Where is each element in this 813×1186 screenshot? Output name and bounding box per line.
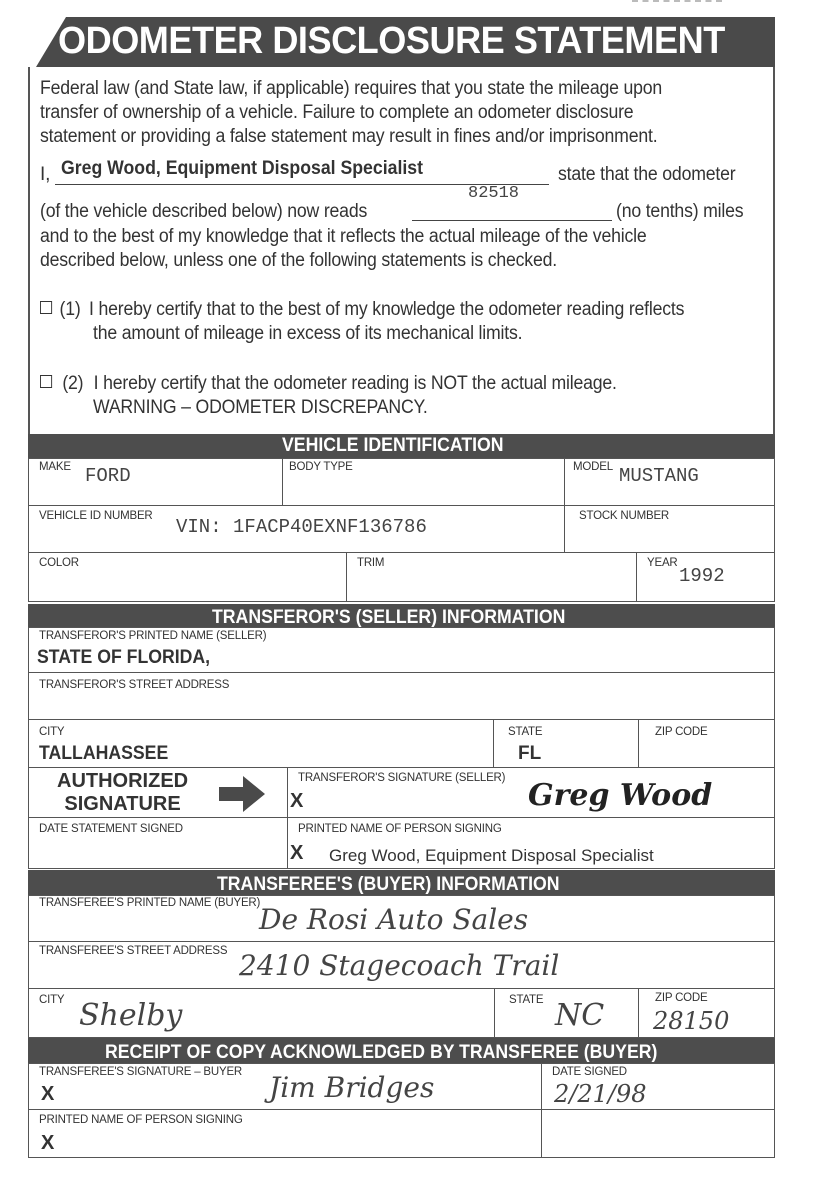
seller-name-cell[interactable] bbox=[28, 627, 775, 673]
buyer-name-label: TRANSFEREE'S PRINTED NAME (BUYER) bbox=[39, 897, 261, 909]
buyer-signature: Jim Bridges bbox=[269, 1071, 435, 1104]
trim-cell[interactable] bbox=[346, 552, 637, 602]
buyer-signature-label: TRANSFEREE'S SIGNATURE – BUYER bbox=[39, 1066, 243, 1078]
model-value: MUSTANG bbox=[619, 465, 699, 487]
buyer-section-heading: TRANSFEREE'S (BUYER) INFORMATION bbox=[28, 870, 775, 896]
buyer-address-value: 2410 Stagecoach Trail bbox=[239, 949, 560, 982]
option-1-text: I hereby certify that to the best of my knowledge the odometer reading reflects bbox=[89, 299, 685, 320]
seller-signature-cell[interactable] bbox=[287, 767, 775, 818]
buyer-city-value: Shelby bbox=[79, 998, 183, 1033]
vin-label: VEHICLE ID NUMBER bbox=[39, 510, 153, 522]
reads-suffix: (no tenths) miles bbox=[616, 201, 744, 222]
receipt-date-value: 2/21/98 bbox=[554, 1080, 647, 1108]
buyer-signature-x: X bbox=[41, 1083, 55, 1105]
statement-line-3: and to the best of my knowledge that it reflects the actual mileage of the vehicle bbox=[40, 226, 647, 247]
top-margin-mark bbox=[632, 0, 722, 6]
authorized-signature-label: AUTHORIZED SIGNATURE bbox=[57, 770, 189, 815]
seller-city-cell[interactable] bbox=[28, 719, 494, 768]
arrow-right-icon bbox=[219, 776, 267, 812]
buyer-zip-cell[interactable] bbox=[638, 988, 775, 1038]
buyer-name-value: De Rosi Auto Sales bbox=[259, 903, 529, 936]
seller-printed-name-value: Greg Wood, Equipment Disposal Specialist bbox=[329, 846, 654, 865]
stock-number-cell[interactable] bbox=[564, 505, 775, 553]
buyer-zip-value: 28150 bbox=[653, 1007, 730, 1035]
year-cell[interactable] bbox=[636, 552, 775, 602]
buyer-printed-name-label: PRINTED NAME OF PERSON SIGNING bbox=[39, 1114, 243, 1126]
buyer-printed-x: X bbox=[41, 1132, 55, 1154]
buyer-printed-name-cell[interactable] bbox=[28, 1109, 542, 1158]
option-2-warning: WARNING – ODOMETER DISCREPANCY. bbox=[93, 397, 428, 418]
buyer-state-label: STATE bbox=[509, 994, 544, 1006]
option-2 bbox=[40, 373, 617, 395]
seller-section-heading: TRANSFEROR'S (SELLER) INFORMATION bbox=[28, 604, 775, 627]
intro-line-1: Federal law (and State law, if applicable) requires that you state the mileage upon bbox=[40, 78, 663, 99]
declarant-name: Greg Wood, Equipment Disposal Specialist bbox=[61, 158, 423, 179]
option-2-number: (2) bbox=[62, 373, 84, 394]
buyer-name-cell[interactable] bbox=[28, 895, 775, 942]
buyer-state-cell[interactable] bbox=[494, 988, 639, 1038]
buyer-address-label: TRANSFEREE'S STREET ADDRESS bbox=[39, 945, 228, 957]
seller-printed-x: X bbox=[290, 842, 304, 864]
seller-signature-x: X bbox=[290, 790, 304, 812]
intro-line-2: transfer of ownership of a vehicle. Failure to complete an odometer disclosure bbox=[40, 102, 634, 123]
seller-state-label: STATE bbox=[508, 726, 543, 738]
body-type-cell[interactable] bbox=[282, 458, 565, 506]
date-signed-label: DATE STATEMENT SIGNED bbox=[39, 823, 183, 835]
buyer-zip-label: ZIP CODE bbox=[655, 992, 708, 1004]
option-1-checkbox[interactable] bbox=[40, 301, 52, 314]
odometer-value: 82518 bbox=[468, 184, 520, 203]
make-cell[interactable] bbox=[28, 458, 283, 506]
seller-address-label: TRANSFEROR'S STREET ADDRESS bbox=[39, 679, 230, 691]
make-label: MAKE bbox=[39, 461, 71, 473]
buyer-city-label: CITY bbox=[39, 994, 65, 1006]
seller-printed-name-cell[interactable] bbox=[287, 817, 775, 869]
seller-signature-label: TRANSFEROR'S SIGNATURE (SELLER) bbox=[298, 772, 506, 784]
stock-number-label: STOCK NUMBER bbox=[579, 510, 670, 522]
trim-label: TRIM bbox=[357, 557, 385, 569]
year-value: 1992 bbox=[679, 565, 725, 587]
option-1 bbox=[40, 299, 684, 321]
buyer-signature-cell[interactable] bbox=[28, 1063, 542, 1110]
seller-state-value: FL bbox=[518, 743, 542, 764]
buyer-state-value: NC bbox=[555, 998, 605, 1033]
seller-zip-cell[interactable] bbox=[638, 719, 775, 768]
statement-prefix: I, bbox=[40, 164, 51, 185]
intro-line-3: statement or providing a false statement may result in fines and/or imprisonment. bbox=[40, 126, 658, 147]
receipt-date-cell[interactable] bbox=[541, 1063, 775, 1110]
seller-city-label: CITY bbox=[39, 726, 65, 738]
seller-city-value: TALLAHASSEE bbox=[39, 743, 169, 764]
seller-address-cell[interactable] bbox=[28, 672, 775, 720]
buyer-address-cell[interactable] bbox=[28, 941, 775, 989]
form-title: ODOMETER DISCLOSURE STATEMENT bbox=[58, 20, 725, 62]
receipt-date-label: DATE SIGNED bbox=[552, 1066, 627, 1078]
option-2-text: I hereby certify that the odometer reading is NOT the actual mileage. bbox=[93, 373, 617, 394]
make-value: FORD bbox=[85, 465, 131, 487]
receipt-blank-cell bbox=[541, 1109, 775, 1158]
vehicle-section-heading: VEHICLE IDENTIFICATION bbox=[28, 434, 775, 458]
seller-printed-name-label: PRINTED NAME OF PERSON SIGNING bbox=[298, 823, 502, 835]
color-label: COLOR bbox=[39, 557, 79, 569]
seller-state-cell[interactable] bbox=[493, 719, 639, 768]
option-1-number: (1) bbox=[59, 299, 81, 320]
statement-after-name: state that the odometer bbox=[558, 164, 736, 185]
seller-name-value: STATE OF FLORIDA, bbox=[37, 647, 211, 668]
seller-signature: Greg Wood bbox=[528, 778, 713, 813]
reads-prefix: (of the vehicle described below) now reads bbox=[40, 201, 368, 222]
model-label: MODEL bbox=[573, 461, 613, 473]
option-2-checkbox[interactable] bbox=[40, 375, 52, 388]
vin-value: VIN: 1FACP40EXNF136786 bbox=[176, 516, 427, 538]
option-1-text-cont: the amount of mileage in excess of its mechanical limits. bbox=[93, 323, 523, 344]
odometer-field[interactable] bbox=[412, 184, 612, 221]
authorized-signature-cell bbox=[28, 767, 288, 818]
date-signed-cell[interactable] bbox=[28, 817, 288, 869]
color-cell[interactable] bbox=[28, 552, 347, 602]
declarant-field[interactable] bbox=[55, 158, 549, 185]
statement-line-4: described below, unless one of the following statements is checked. bbox=[40, 250, 557, 271]
buyer-city-cell[interactable] bbox=[28, 988, 495, 1038]
receipt-section-heading: RECEIPT OF COPY ACKNOWLEDGED BY TRANSFEREE (BUYER) bbox=[28, 1038, 775, 1064]
body-type-label: BODY TYPE bbox=[289, 461, 353, 473]
seller-zip-label: ZIP CODE bbox=[655, 726, 708, 738]
model-cell[interactable] bbox=[564, 458, 775, 506]
vin-cell[interactable] bbox=[28, 505, 565, 553]
year-label: YEAR bbox=[647, 557, 678, 569]
seller-name-label: TRANSFEROR'S PRINTED NAME (SELLER) bbox=[39, 630, 267, 642]
